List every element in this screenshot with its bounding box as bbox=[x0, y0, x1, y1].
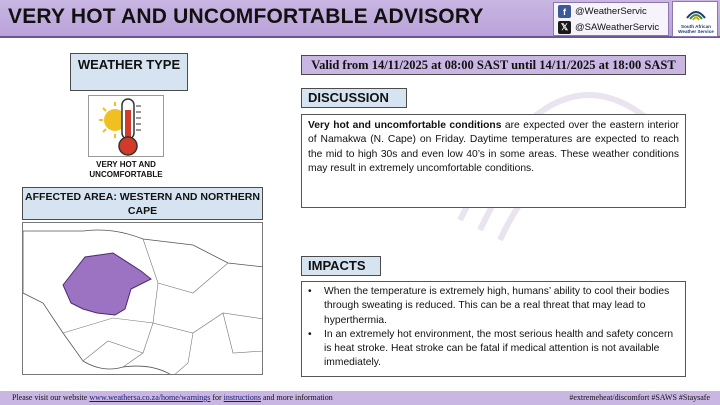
instructions-link[interactable]: instructions bbox=[223, 393, 261, 402]
impacts-list bbox=[301, 281, 686, 377]
weather-type-label: WEATHER TYPE bbox=[70, 53, 188, 91]
footer-hashtags: #extremeheat/discomfort #SAWS #Staysafe bbox=[569, 393, 710, 402]
facebook-handle: @WeatherServic bbox=[575, 6, 647, 17]
twitter-icon: 𝕏 bbox=[558, 21, 571, 34]
discussion-lead: Very hot and uncomfortable conditions bbox=[308, 120, 502, 131]
discussion-body: are expected over the eastern interior of Namakwa (N. Cape) on Friday. Daytime temperatures are expected to reach the mid to high 30s and even low 40’s in some areas. These weather conditions may result in extremely uncomfortable conditions. bbox=[308, 120, 679, 174]
thermometer-sun-icon bbox=[88, 95, 164, 157]
twitter-handle: @SAWeatherServic bbox=[575, 22, 660, 33]
facebook-row[interactable] bbox=[558, 5, 647, 18]
logo-text: South African Weather Service bbox=[678, 24, 714, 34]
advisory-title: VERY HOT AND UNCOMFORTABLE ADVISORY bbox=[8, 5, 484, 28]
bullet-icon: • bbox=[308, 286, 312, 297]
impact-item: • In an extremely hot environment, the most serious health and safety concern is heat stroke. Heat stroke can be fatal if medical attention is not available immediately. bbox=[308, 328, 679, 371]
footer-bar bbox=[0, 391, 720, 405]
website-link[interactable]: www.weathersa.co.za/home/warnings bbox=[89, 393, 211, 402]
facebook-icon: f bbox=[558, 5, 571, 18]
impacts-label: IMPACTS bbox=[301, 256, 381, 276]
footer-info: Please visit our website www.weathersa.co.za/home/warnings for instructions and more information bbox=[12, 393, 333, 402]
discussion-text bbox=[301, 114, 686, 208]
discussion-label: DISCUSSION bbox=[301, 88, 407, 108]
affected-area-label: AFFECTED AREA: WESTERN AND NORTHERN CAPE bbox=[22, 187, 263, 220]
weather-type-caption: VERY HOT AND UNCOMFORTABLE bbox=[89, 160, 163, 179]
validity-banner: Valid from 14/11/2025 at 08:00 SAST until 14/11/2025 at 18:00 SAST bbox=[301, 55, 686, 75]
bullet-icon: • bbox=[308, 328, 312, 340]
saws-logo-icon bbox=[685, 4, 707, 24]
impact-item: • When the temperature is extremely high, humans’ ability to cool their bodies through sweating is reduced. This can be a real threat that may lead to hyperthermia. bbox=[308, 285, 679, 328]
affected-area-map bbox=[22, 222, 263, 375]
